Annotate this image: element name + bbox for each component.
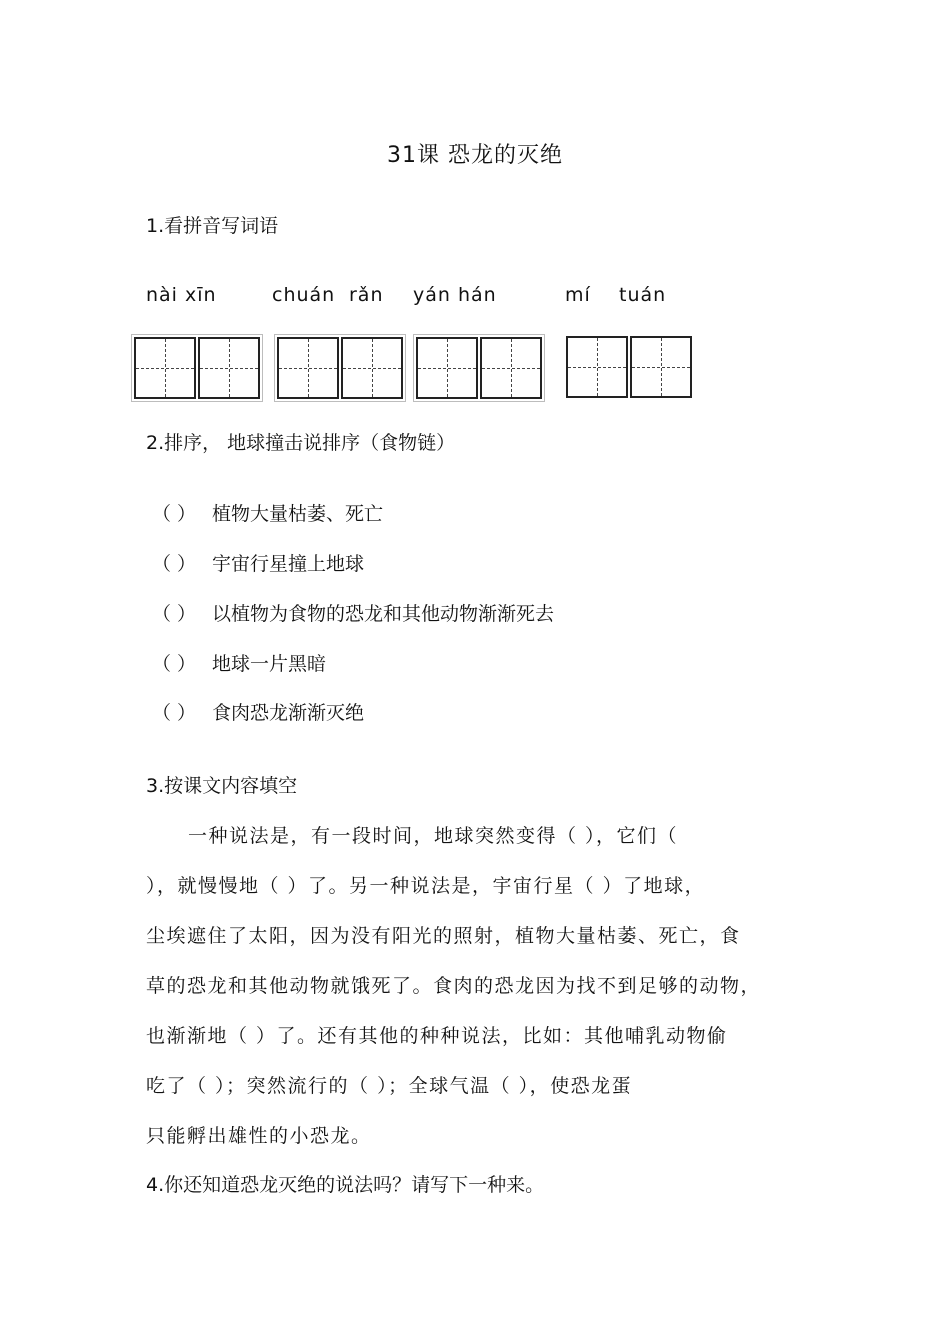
q3-line-5: 也渐渐地（ ）了。还有其他的种种说法，比如：其他哺乳动物偷 (146, 1025, 728, 1047)
q3-line-1: 一种说法是，有一段时间，地球突然变得（ ），它们（ (188, 825, 679, 847)
q3-line-2: ），就慢慢地（ ）了。另一种说法是，宇宙行星（ ）了地球， (146, 875, 706, 897)
writing-grid-group-3 (413, 334, 545, 402)
writing-cell[interactable] (198, 337, 260, 399)
order-blank[interactable]: （ ） (152, 653, 197, 675)
pinyin-6: tuán (619, 284, 667, 306)
order-item (152, 599, 554, 626)
q3-line-6: 吃了（ ）；突然流行的（ ）；全球气温（ ），使恐龙蛋 (146, 1075, 633, 1097)
pinyin-4: yán hán (413, 284, 497, 306)
writing-cell[interactable] (341, 337, 403, 399)
q3-line-7: 只能孵出雄性的小恐龙。 (146, 1125, 372, 1147)
order-blank[interactable]: （ ） (152, 603, 197, 625)
page-title: 31课 恐龙的灭绝 (387, 143, 563, 168)
order-text: 以植物为食物的恐龙和其他动物渐渐死去 (212, 603, 555, 625)
order-blank[interactable]: （ ） (152, 553, 197, 575)
writing-cell[interactable] (277, 337, 339, 399)
writing-grid-group-1 (131, 334, 263, 402)
order-item (152, 549, 364, 576)
writing-cell[interactable] (566, 336, 628, 398)
order-text: 植物大量枯萎、死亡 (212, 503, 384, 525)
q1-heading: 1.看拼音写词语 (146, 215, 279, 237)
pinyin-5: mí (565, 284, 591, 306)
order-text: 食肉恐龙渐渐灭绝 (212, 702, 365, 724)
writing-cell[interactable] (630, 336, 692, 398)
order-blank[interactable]: （ ） (152, 503, 197, 525)
order-text: 地球一片黑暗 (212, 653, 327, 675)
q3-heading: 3.按课文内容填空 (146, 775, 298, 797)
pinyin-2: chuán (272, 284, 336, 306)
q3-line-4: 草的恐龙和其他动物就饿死了。食肉的恐龙因为找不到足够的动物， (146, 975, 762, 997)
q4-heading: 4.你还知道恐龙灭绝的说法吗？请写下一种来。 (146, 1174, 545, 1196)
order-item (152, 649, 326, 676)
writing-cell[interactable] (416, 337, 478, 399)
order-blank[interactable]: （ ） (152, 702, 197, 724)
writing-grid-group-2 (274, 334, 406, 402)
q3-line-3: 尘埃遮住了太阳，因为没有阳光的照射，植物大量枯萎、死亡，食 (146, 925, 741, 947)
order-item (152, 499, 383, 526)
pinyin-1: nài xīn (146, 284, 217, 306)
order-text: 宇宙行星撞上地球 (212, 553, 365, 575)
order-item (152, 698, 364, 725)
writing-grid-group-4 (564, 334, 694, 400)
pinyin-3: rǎn (349, 284, 384, 306)
q2-heading: 2.排序， 地球撞击说排序（食物链） (146, 432, 456, 454)
writing-cell[interactable] (134, 337, 196, 399)
writing-cell[interactable] (480, 337, 542, 399)
